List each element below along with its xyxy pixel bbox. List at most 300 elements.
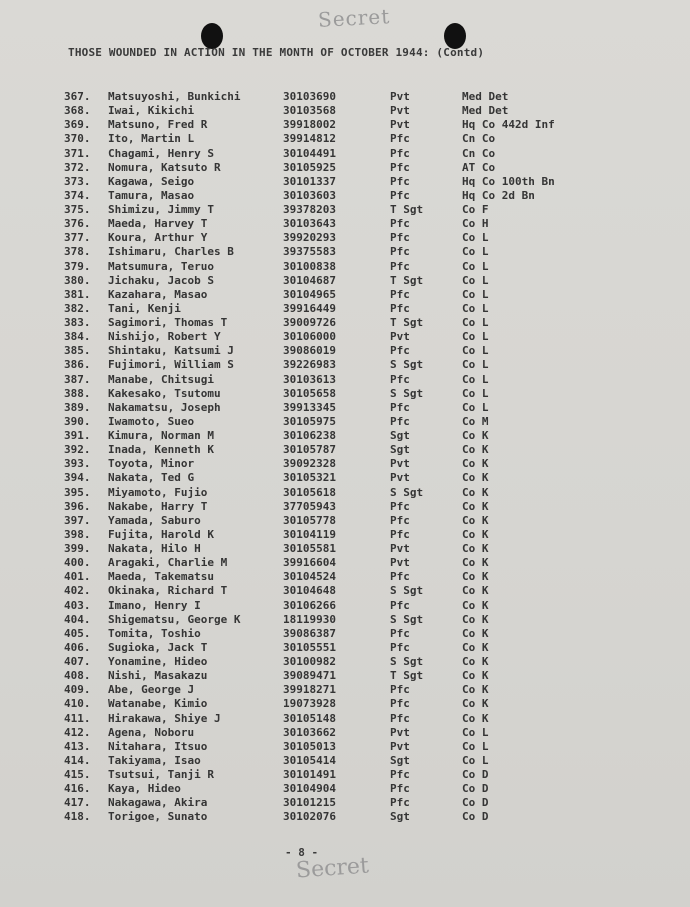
unit: Co D [462, 768, 489, 781]
entry-number: 380. [64, 273, 91, 287]
unit: Co D [462, 810, 489, 824]
entry-number: 414. [64, 753, 91, 767]
unit: Co K [462, 556, 489, 570]
rank: S Sgt [390, 485, 424, 499]
list-item [0, 486, 690, 500]
rank: T Sgt [390, 203, 424, 216]
entry-number: 383. [64, 316, 91, 329]
rank: Pfc [390, 259, 410, 273]
entry-number: 386. [64, 358, 91, 372]
list-item [0, 401, 690, 415]
rank: Pfc [390, 598, 410, 612]
list-item [0, 570, 690, 584]
rank: Pfc [390, 160, 410, 174]
serial-number: 30104491 [283, 146, 336, 160]
list-item [0, 429, 690, 443]
entry-number: 388. [64, 386, 91, 400]
soldier-name: Sagimori, Thomas T [108, 316, 228, 329]
list-item [0, 274, 690, 288]
soldier-name: Matsumura, Teruo [108, 259, 214, 273]
unit: Co L [462, 753, 489, 767]
serial-number: 18119930 [283, 612, 336, 626]
casualty-list [0, 90, 690, 825]
soldier-name: Inada, Kenneth K [108, 443, 214, 457]
rank: Pfc [390, 683, 410, 697]
unit: Co H [462, 217, 489, 231]
list-item [0, 189, 690, 203]
list-item [0, 147, 690, 161]
rank: Pfc [390, 697, 410, 711]
entry-number: 392. [64, 443, 91, 457]
rank: Pfc [390, 527, 410, 541]
unit: Co L [462, 245, 489, 259]
unit: Co K [462, 669, 489, 683]
list-item [0, 782, 690, 796]
serial-number: 30103662 [283, 725, 336, 739]
serial-number: 39916449 [283, 301, 336, 315]
rank: Pvt [390, 471, 410, 485]
rank: Pvt [390, 118, 410, 132]
entry-number: 408. [64, 669, 91, 683]
rank: T Sgt [390, 316, 424, 329]
soldier-name: Nakagawa, Akira [108, 796, 208, 810]
serial-number: 30105148 [283, 711, 336, 725]
rank: Pfc [390, 626, 410, 640]
list-item [0, 387, 690, 401]
unit: Cn Co [462, 146, 496, 160]
unit: Hq Co 100th Bn [462, 174, 555, 188]
unit: Co K [462, 584, 489, 598]
unit: Hq Co 2d Bn [462, 188, 535, 202]
rank: Pfc [390, 217, 410, 231]
list-item [0, 500, 690, 514]
unit: Co L [462, 344, 489, 358]
soldier-name: Yamada, Saburo [108, 513, 201, 527]
soldier-name: Kimura, Norman M [108, 429, 214, 442]
entry-number: 370. [64, 132, 91, 146]
list-item [0, 132, 690, 146]
list-item [0, 740, 690, 754]
rank: Pfc [390, 640, 410, 654]
unit: Co K [462, 711, 489, 725]
soldier-name: Yonamine, Hideo [108, 655, 208, 668]
soldier-name: Kagawa, Seigo [108, 174, 195, 188]
soldier-name: Abe, George J [108, 683, 195, 697]
serial-number: 39375583 [283, 245, 336, 259]
serial-number: 19073928 [283, 697, 336, 711]
serial-number: 30103613 [283, 372, 336, 386]
entry-number: 411. [64, 711, 91, 725]
rank: Pfc [390, 400, 410, 414]
soldier-name: Nomura, Katsuto R [108, 160, 221, 174]
unit: Co M [462, 414, 489, 428]
unit: Co K [462, 655, 489, 668]
soldier-name: Miyamoto, Fujio [108, 485, 208, 499]
list-item [0, 104, 690, 118]
unit: Co K [462, 626, 489, 640]
serial-number: 30105581 [283, 542, 336, 555]
soldier-name: Nishi, Masakazu [108, 669, 208, 683]
rank: Pfc [390, 711, 410, 725]
list-item [0, 203, 690, 217]
unit: Co L [462, 725, 489, 739]
soldier-name: Tomita, Toshio [108, 626, 201, 640]
list-item [0, 161, 690, 175]
entry-number: 387. [64, 372, 91, 386]
list-item [0, 613, 690, 627]
serial-number: 30103603 [283, 188, 336, 202]
unit: Co K [462, 513, 489, 527]
rank: S Sgt [390, 386, 424, 400]
list-item [0, 373, 690, 387]
unit: Co K [462, 683, 489, 697]
list-item [0, 217, 690, 231]
soldier-name: Nakabe, Harry T [108, 499, 208, 513]
serial-number: 39918271 [283, 683, 336, 697]
serial-number: 30105414 [283, 753, 336, 767]
soldier-name: Matsuno, Fred R [108, 118, 208, 132]
list-item [0, 118, 690, 132]
soldier-name: Manabe, Chitsugi [108, 372, 214, 386]
soldier-name: Nishijo, Robert Y [108, 330, 221, 344]
soldier-name: Takiyama, Isao [108, 753, 201, 767]
serial-number: 30103643 [283, 217, 336, 231]
entry-number: 382. [64, 301, 91, 315]
serial-number: 30101215 [283, 796, 336, 810]
list-item [0, 245, 690, 259]
entry-number: 417. [64, 796, 91, 810]
unit: Co K [462, 542, 489, 555]
list-item [0, 754, 690, 768]
list-item [0, 260, 690, 274]
unit: Med Det [462, 90, 509, 103]
soldier-name: Jichaku, Jacob S [108, 273, 214, 287]
soldier-name: Nakata, Ted G [108, 471, 195, 485]
unit: Co L [462, 386, 489, 400]
serial-number: 39089471 [283, 669, 336, 683]
rank: Pfc [390, 570, 410, 584]
list-item [0, 415, 690, 429]
entry-number: 402. [64, 584, 91, 598]
unit: Co K [462, 570, 489, 584]
serial-number: 30104648 [283, 584, 336, 598]
serial-number: 30102076 [283, 810, 336, 824]
rank: Pfc [390, 146, 410, 160]
rank: Pfc [390, 231, 410, 245]
entry-number: 401. [64, 570, 91, 584]
entry-number: 412. [64, 725, 91, 739]
soldier-name: Agena, Noboru [108, 725, 195, 739]
rank: Pfc [390, 499, 410, 513]
rank: T Sgt [390, 273, 424, 287]
unit: Cn Co [462, 132, 496, 146]
rank: Pfc [390, 132, 410, 146]
serial-number: 30106238 [283, 429, 336, 442]
list-item [0, 231, 690, 245]
list-item [0, 768, 690, 782]
serial-number: 30105551 [283, 640, 336, 654]
unit: Co L [462, 287, 489, 301]
list-item [0, 316, 690, 330]
list-item [0, 175, 690, 189]
list-item [0, 796, 690, 810]
serial-number: 30105658 [283, 386, 336, 400]
serial-number: 30103690 [283, 90, 336, 103]
serial-number: 30106000 [283, 330, 336, 344]
unit: Co L [462, 400, 489, 414]
serial-number: 39086019 [283, 344, 336, 358]
rank: S Sgt [390, 655, 424, 668]
rank: Pfc [390, 796, 410, 810]
entry-number: 398. [64, 527, 91, 541]
unit: Co K [462, 471, 489, 485]
list-item [0, 810, 690, 824]
soldier-name: Ishimaru, Charles B [108, 245, 234, 259]
rank: T Sgt [390, 669, 424, 683]
unit: Co K [462, 612, 489, 626]
soldier-name: Ito, Martin L [108, 132, 195, 146]
serial-number: 39092328 [283, 457, 336, 471]
soldier-name: Shigematsu, George K [108, 612, 241, 626]
soldier-name: Iwamoto, Sueo [108, 414, 195, 428]
serial-number: 30105618 [283, 485, 336, 499]
rank: Pfc [390, 188, 410, 202]
soldier-name: Maeda, Takematsu [108, 570, 214, 584]
list-item [0, 697, 690, 711]
rank: Pfc [390, 768, 410, 781]
rank: Pfc [390, 372, 410, 386]
unit: Co K [462, 429, 489, 442]
soldier-name: Shimizu, Jimmy T [108, 203, 214, 216]
rank: Pfc [390, 174, 410, 188]
entry-number: 400. [64, 556, 91, 570]
list-item [0, 599, 690, 613]
soldier-name: Kazahara, Masao [108, 287, 208, 301]
list-item [0, 556, 690, 570]
page-header: THOSE WOUNDED IN ACTION IN THE MONTH OF OCTOBER 1944: (Contd) [68, 46, 485, 59]
entry-number: 374. [64, 188, 91, 202]
soldier-name: Nitahara, Itsuo [108, 739, 208, 753]
list-item [0, 669, 690, 683]
unit: Co K [462, 527, 489, 541]
soldier-name: Sugioka, Jack T [108, 640, 208, 654]
serial-number: 30105975 [283, 414, 336, 428]
rank: Pvt [390, 725, 410, 739]
list-item [0, 514, 690, 528]
unit: AT Co [462, 160, 496, 174]
unit: Co L [462, 301, 489, 315]
entry-number: 379. [64, 259, 91, 273]
list-item [0, 627, 690, 641]
serial-number: 30105778 [283, 513, 336, 527]
rank: Pvt [390, 90, 410, 103]
list-item [0, 726, 690, 740]
soldier-name: Fujita, Harold K [108, 527, 214, 541]
list-item [0, 288, 690, 302]
soldier-name: Imano, Henry I [108, 598, 201, 612]
soldier-name: Kaya, Hideo [108, 782, 181, 796]
page-number: - 8 - [285, 846, 319, 859]
soldier-name: Chagami, Henry S [108, 146, 214, 160]
serial-number: 30100838 [283, 259, 336, 273]
entry-number: 409. [64, 683, 91, 697]
unit: Co D [462, 796, 489, 810]
unit: Co L [462, 231, 489, 245]
entry-number: 404. [64, 612, 91, 626]
unit: Co K [462, 457, 489, 471]
rank: Pfc [390, 414, 410, 428]
entry-number: 405. [64, 626, 91, 640]
entry-number: 389. [64, 400, 91, 414]
serial-number: 37705943 [283, 499, 336, 513]
soldier-name: Nakata, Hilo H [108, 542, 201, 555]
entry-number: 384. [64, 330, 91, 344]
unit: Hq Co 442d Inf [462, 118, 555, 132]
entry-number: 391. [64, 429, 91, 442]
list-item [0, 457, 690, 471]
unit: Med Det [462, 104, 509, 118]
entry-number: 415. [64, 768, 91, 781]
soldier-name: Nakamatsu, Joseph [108, 400, 221, 414]
rank: Sgt [390, 443, 410, 457]
list-item [0, 302, 690, 316]
entry-number: 372. [64, 160, 91, 174]
serial-number: 30104965 [283, 287, 336, 301]
entry-number: 396. [64, 499, 91, 513]
entry-number: 407. [64, 655, 91, 668]
soldier-name: Hirakawa, Shiye J [108, 711, 221, 725]
serial-number: 39086387 [283, 626, 336, 640]
rank: Pfc [390, 245, 410, 259]
serial-number: 39914812 [283, 132, 336, 146]
list-item [0, 542, 690, 556]
soldier-name: Aragaki, Charlie M [108, 556, 228, 570]
entry-number: 410. [64, 697, 91, 711]
entry-number: 399. [64, 542, 91, 555]
entry-number: 369. [64, 118, 91, 132]
unit: Co L [462, 739, 489, 753]
secret-stamp-top: Secret [317, 4, 391, 32]
serial-number: 30104904 [283, 782, 336, 796]
rank: Pfc [390, 301, 410, 315]
rank: Pvt [390, 556, 410, 570]
soldier-name: Kakesako, Tsutomu [108, 386, 221, 400]
list-item [0, 471, 690, 485]
entry-number: 385. [64, 344, 91, 358]
rank: S Sgt [390, 612, 424, 626]
soldier-name: Okinaka, Richard T [108, 584, 228, 598]
entry-number: 394. [64, 471, 91, 485]
soldier-name: Torigoe, Sunato [108, 810, 208, 824]
rank: Pvt [390, 542, 410, 555]
rank: Pfc [390, 513, 410, 527]
entry-number: 406. [64, 640, 91, 654]
entry-number: 378. [64, 245, 91, 259]
unit: Co L [462, 316, 489, 329]
unit: Co K [462, 640, 489, 654]
unit: Co K [462, 443, 489, 457]
rank: Pvt [390, 330, 410, 344]
rank: Pvt [390, 457, 410, 471]
entry-number: 376. [64, 217, 91, 231]
entry-number: 381. [64, 287, 91, 301]
serial-number: 30101337 [283, 174, 336, 188]
unit: Co L [462, 358, 489, 372]
soldier-name: Tamura, Masao [108, 188, 195, 202]
rank: Pfc [390, 344, 410, 358]
serial-number: 30105925 [283, 160, 336, 174]
list-item [0, 528, 690, 542]
serial-number: 30103568 [283, 104, 336, 118]
serial-number: 30101491 [283, 768, 336, 781]
entry-number: 418. [64, 810, 91, 824]
serial-number: 39913345 [283, 400, 336, 414]
list-item [0, 584, 690, 598]
list-item [0, 330, 690, 344]
serial-number: 39378203 [283, 203, 336, 216]
soldier-name: Maeda, Harvey T [108, 217, 208, 231]
unit: Co F [462, 203, 489, 216]
unit: Co K [462, 499, 489, 513]
rank: Sgt [390, 753, 410, 767]
entry-number: 393. [64, 457, 91, 471]
rank: S Sgt [390, 358, 424, 372]
secret-stamp-bottom: Secret [295, 853, 370, 884]
list-item [0, 655, 690, 669]
serial-number: 30104524 [283, 570, 336, 584]
entry-number: 413. [64, 739, 91, 753]
serial-number: 30105013 [283, 739, 336, 753]
entry-number: 368. [64, 104, 91, 118]
rank: Pfc [390, 287, 410, 301]
serial-number: 39918002 [283, 118, 336, 132]
entry-number: 367. [64, 90, 91, 103]
unit: Co K [462, 697, 489, 711]
rank: Sgt [390, 810, 410, 824]
serial-number: 30105787 [283, 443, 336, 457]
serial-number: 30104119 [283, 527, 336, 541]
entry-number: 403. [64, 598, 91, 612]
serial-number: 39916604 [283, 556, 336, 570]
rank: Sgt [390, 429, 410, 442]
list-item [0, 712, 690, 726]
entry-number: 373. [64, 174, 91, 188]
soldier-name: Watanabe, Kimio [108, 697, 208, 711]
soldier-name: Toyota, Minor [108, 457, 195, 471]
serial-number: 30105321 [283, 471, 336, 485]
rank: S Sgt [390, 584, 424, 598]
entry-number: 375. [64, 203, 91, 216]
unit: Co K [462, 485, 489, 499]
entry-number: 371. [64, 146, 91, 160]
list-item [0, 641, 690, 655]
serial-number: 39920293 [283, 231, 336, 245]
list-item [0, 683, 690, 697]
soldier-name: Fujimori, William S [108, 358, 234, 372]
entry-number: 397. [64, 513, 91, 527]
unit: Co L [462, 273, 489, 287]
rank: Pvt [390, 104, 410, 118]
list-item [0, 443, 690, 457]
unit: Co L [462, 372, 489, 386]
rank: Pvt [390, 739, 410, 753]
soldier-name: Shintaku, Katsumi J [108, 344, 234, 358]
soldier-name: Tani, Kenji [108, 301, 181, 315]
list-item [0, 358, 690, 372]
soldier-name: Tsutsui, Tanji R [108, 768, 214, 781]
serial-number: 30100982 [283, 655, 336, 668]
entry-number: 395. [64, 485, 91, 499]
